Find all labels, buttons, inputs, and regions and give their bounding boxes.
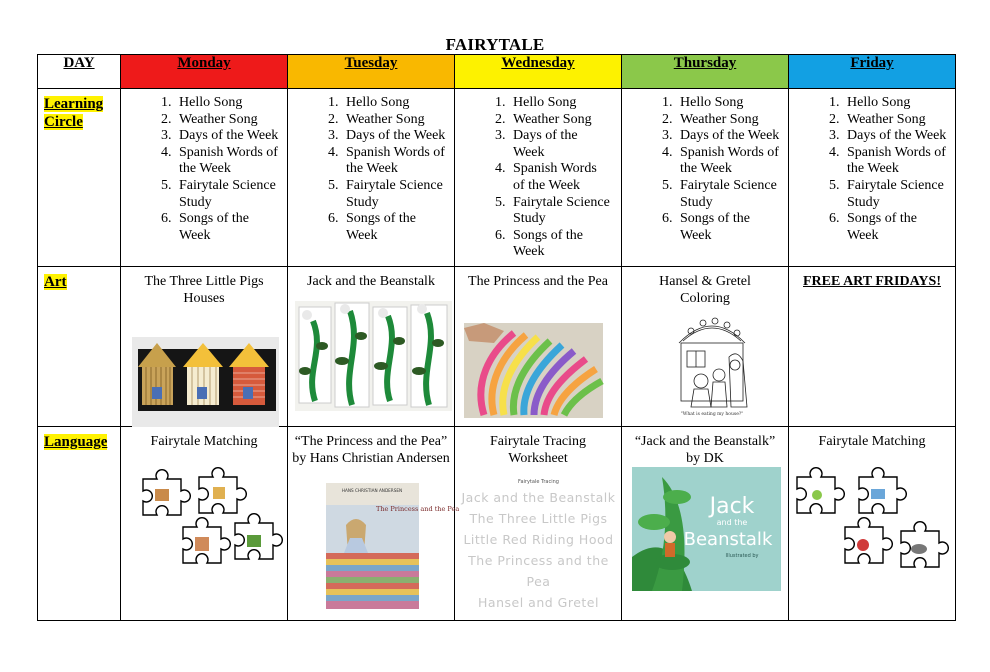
book1-title: The Princess and the Pea [376, 505, 460, 513]
tracing-heading: Fairytale Tracing [518, 479, 559, 485]
tuesday-art-title: Jack and the Beanstalk [307, 274, 435, 289]
list-item: 2. Weather Song [843, 112, 951, 129]
friday-header: Friday [789, 55, 956, 89]
book2-title-line3: Beanstalk [683, 529, 773, 550]
art-row [38, 267, 956, 427]
list-item: 4. Spanish Words of the Week [342, 145, 450, 178]
list-item: 3. Days of the Week [175, 128, 283, 145]
art-label: Art [44, 274, 67, 290]
learning-circle-label: Learning Circle [44, 96, 104, 130]
list-item: 5. Fairytale Science Study [676, 178, 784, 211]
list-item: 6. Songs of the Week [509, 228, 611, 261]
list-item: 6. Songs of the Week [175, 211, 283, 244]
list-item: 6. Songs of the Week [843, 211, 951, 244]
jack-beanstalk-book-cover [632, 467, 781, 591]
list-item: 4. Spanish Words of the Week [509, 161, 611, 194]
day-header: DAY [38, 55, 121, 89]
book2-title-line1: Jack [709, 494, 755, 519]
monday-art-title: The Three Little Pigs Houses [144, 274, 264, 306]
tracing-line: Hansel and Gretel [478, 595, 599, 610]
tuesday-learning-cell [288, 89, 455, 267]
book1-author: HANS CHRISTIAN ANDERSEN [341, 488, 403, 493]
list-item: 2. Weather Song [676, 112, 784, 129]
list-item: 4. Spanish Words of the Week [175, 145, 283, 178]
learning-circle-row [38, 89, 956, 267]
language-label: Language [44, 434, 108, 450]
list-item: 5. Fairytale Science Study [342, 178, 450, 211]
weekly-plan-table [37, 54, 956, 621]
page-title: FAIRYTALE [445, 35, 545, 54]
monday-language-title: Fairytale Matching [150, 434, 258, 449]
wednesday-learning-cell [455, 89, 622, 267]
princess-pea-book-cover [326, 483, 460, 609]
book2-title-line2: and the [716, 518, 748, 527]
list-item: 1. Hello Song [509, 95, 611, 112]
puzzle-matching-image-2 [795, 465, 951, 579]
tracing-line: Jack and the Beanstalk [461, 490, 616, 505]
thursday-header: Thursday [622, 55, 789, 89]
princess-pea-painting-image [464, 323, 603, 418]
list-item: 1. Hello Song [342, 95, 450, 112]
tracing-worksheet [457, 479, 620, 613]
wednesday-art-title: The Princess and the Pea [468, 274, 608, 289]
list-item: 2. Weather Song [509, 112, 611, 129]
list-item: 3. Days of the Week [676, 128, 784, 145]
list-item: 6. Songs of the Week [676, 211, 784, 244]
list-item: 6. Songs of the Week [342, 211, 450, 244]
monday-learning-cell [121, 89, 288, 267]
coloring-caption: "What is eating my house?" [680, 412, 744, 417]
header-row [38, 55, 956, 89]
tracing-line: The Princess and the Pea [468, 553, 609, 589]
list-item: 1. Hello Song [843, 95, 951, 112]
book2-credit: Illustrated by [725, 553, 759, 559]
hansel-gretel-coloring-image [671, 309, 753, 419]
puzzle-matching-image [137, 465, 283, 579]
list-item: 4. Spanish Words of the Week [843, 145, 951, 178]
list-item: 5. Fairytale Science Study [843, 178, 951, 211]
tuesday-language-title: “The Princess and the Pea” by Hans Christian Andersen [292, 434, 450, 466]
wednesday-language-title: Fairytale Tracing Worksheet [489, 434, 587, 466]
tracing-line: Little Red Riding Hood [463, 532, 614, 547]
list-item: 3. Days of the Week [843, 128, 951, 145]
language-row [38, 427, 956, 621]
list-item: 3. Days of the Week [342, 128, 450, 145]
tuesday-header: Tuesday [288, 55, 455, 89]
friday-language-title: Fairytale Matching [818, 434, 926, 449]
friday-learning-cell [789, 89, 956, 267]
list-item: 4. Spanish Words of the Week [676, 145, 784, 178]
list-item: 2. Weather Song [342, 112, 450, 129]
three-pigs-houses-image [132, 337, 279, 427]
wednesday-header: Wednesday [455, 55, 622, 89]
friday-art-title: FREE ART FRIDAYS! [803, 274, 941, 289]
list-item: 1. Hello Song [676, 95, 784, 112]
list-item: 3. Days of the Week [509, 128, 611, 161]
list-item: 2. Weather Song [175, 112, 283, 129]
monday-header: Monday [121, 55, 288, 89]
beanstalk-craft-image [295, 301, 452, 411]
thursday-art-title: Hansel & Gretel Coloring [659, 274, 751, 306]
list-item: 5. Fairytale Science Study [509, 195, 611, 228]
thursday-language-title: “Jack and the Beanstalk” by DK [634, 434, 776, 466]
tracing-line: The Three Little Pigs [469, 511, 608, 526]
list-item: 5. Fairytale Science Study [175, 178, 283, 211]
thursday-learning-cell [622, 89, 789, 267]
list-item: 1. Hello Song [175, 95, 283, 112]
